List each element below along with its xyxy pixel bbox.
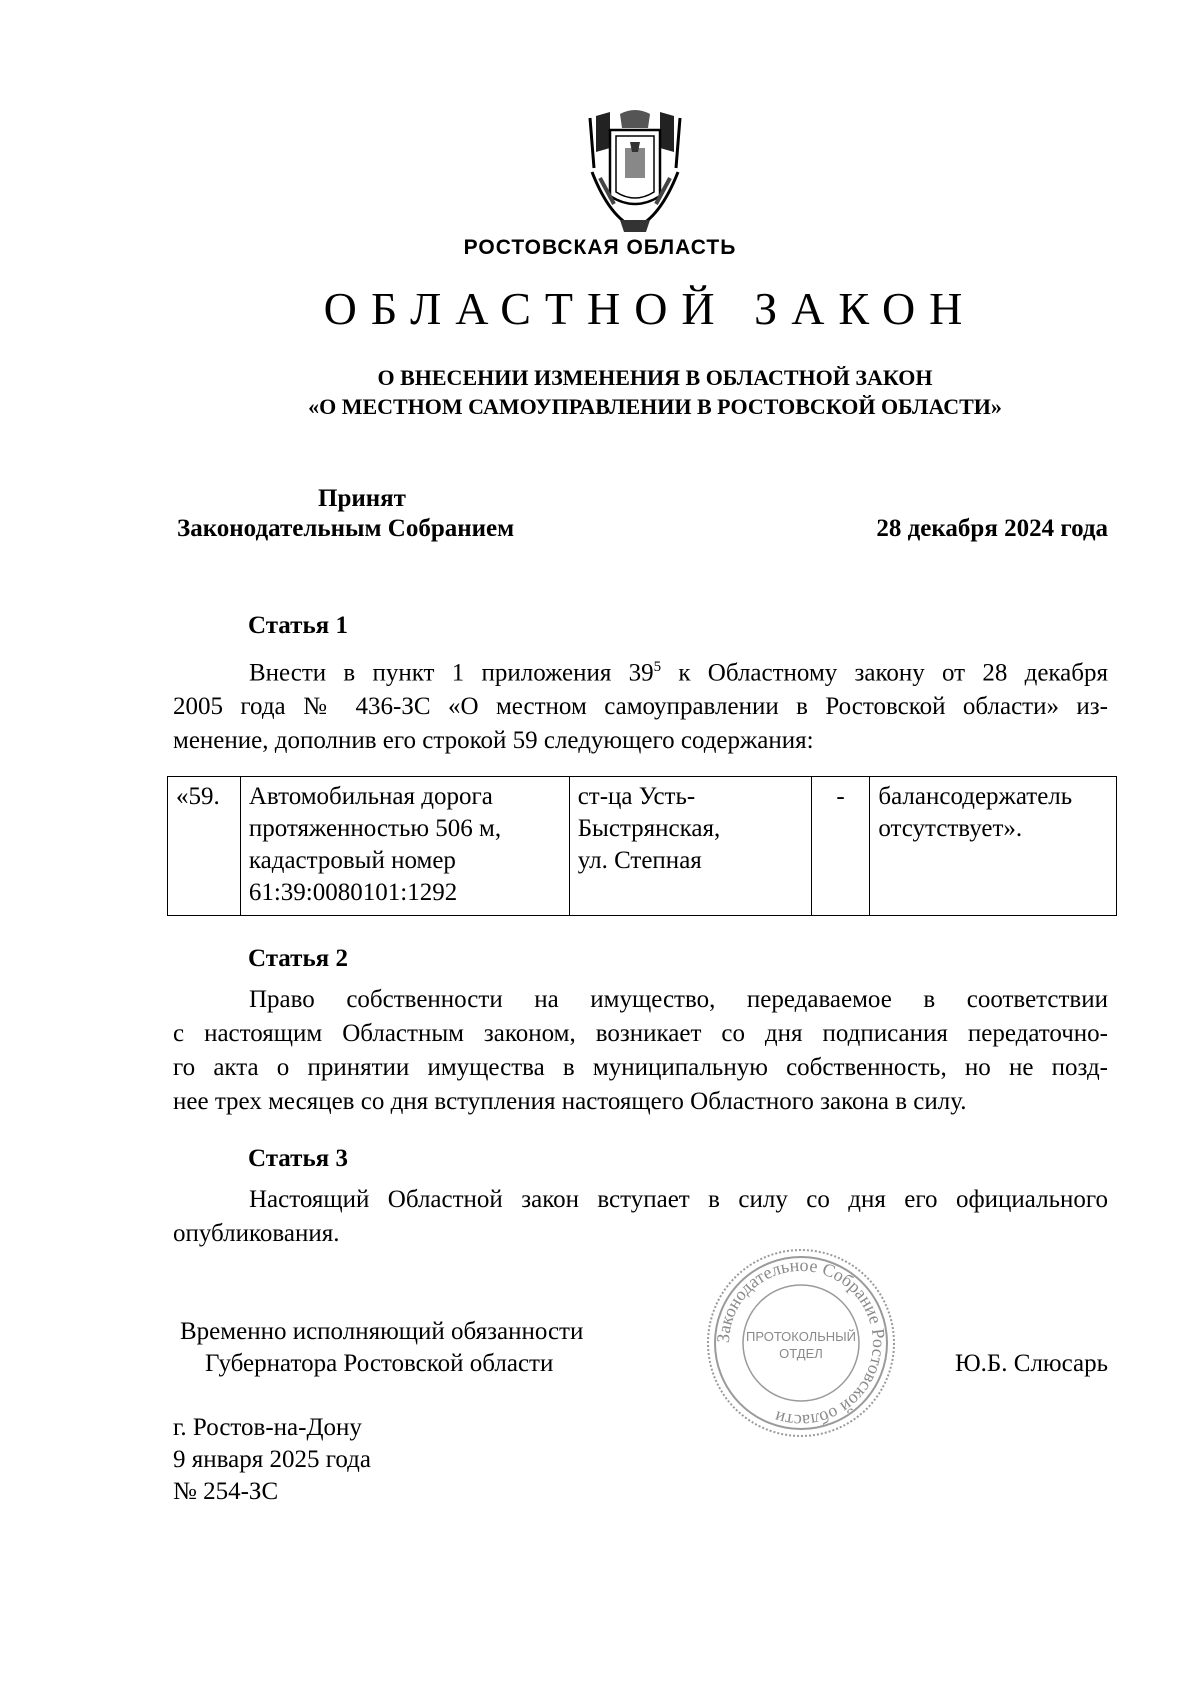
address-line: ст-ца Усть- [577,783,696,810]
subtitle-line-2: «О МЕСТНОМ САМОУПРАВЛЕНИИ В РОСТОВСКОЙ ОБЛАСТИ» [308,394,1002,419]
adopted-by: Законодательным Собранием [177,515,515,542]
article-1-line-3: менение, дополнив его строкой 59 следующего содержания: [173,727,814,755]
holder-line: отсутствует». [878,815,1023,842]
city: г. Ростов-на-Дону [173,1414,362,1441]
stamp-center-line-2: ОТДЕЛ [779,1346,823,1361]
article-1-line-2: 2005 года № 436-ЗС «О местном самоуправлении в Ростовской области» из- [173,693,1108,721]
property-name-line: 61:39:0080101:1292 [248,879,458,906]
article-1-superscript: 5 [653,659,662,675]
article-1-text [173,650,1108,758]
dash-cell: - [811,777,870,916]
article-1-line-1 [173,650,1108,690]
document-type-title: ОБЛАСТНОЙ ЗАКОН [323,283,977,334]
article-2-heading: Статья 2 [248,945,348,972]
signatory-name: Ю.Б. Слюсарь [954,1350,1108,1377]
article-1-heading: Статья 1 [248,612,348,639]
table-row [168,777,1117,916]
subtitle-line-1: О ВНЕСЕНИИ ИЗМЕНЕНИЯ В ОБЛАСТНОЙ ЗАКОН [377,365,933,390]
article-3-heading: Статья 3 [248,1145,348,1172]
region-name: РОСТОВСКАЯ ОБЛАСТЬ [463,236,737,259]
holder-line: балансодержатель [878,783,1073,810]
article-2-line-2: с настоящим Областным законом, возникает со дня подписания передаточно- [173,1020,1108,1047]
article-2-line-3: го акта о принятии имущества в муниципальную собственность, но не позд- [173,1054,1108,1081]
official-stamp [704,1246,898,1440]
article-2-line-4: нее трех месяцев со дня вступления настоящего Областного закона в силу. [173,1088,967,1115]
stamp-ring-text-path: Законодательное Собрание Ростовской области [712,1254,890,1432]
address-cell [569,777,811,916]
signing-date: 9 января 2025 года [173,1446,371,1473]
article-1-line-1-post: к Областному закону от 28 декабря [661,659,1108,687]
adoption-date: 28 декабря 2024 года [876,515,1108,542]
coat-of-arms-emblem [580,108,690,236]
row-number-cell: «59. [168,777,241,916]
property-name-cell [240,777,569,916]
holder-cell [870,777,1117,916]
stamp-center-line-1: ПРОТОКОЛЬНЫЙ [745,1329,857,1344]
property-name-line: Автомобильная дорога [248,783,493,810]
signatory-position-line-1: Временно исполняющий обязанности [180,1318,584,1345]
property-name-line: кадастровый номер [248,847,456,874]
article-3-text [173,1183,1108,1251]
law-subtitle [0,363,1200,421]
article-3-line-1: Настоящий Областной закон вступает в силу со дня его официального [249,1186,1108,1213]
adopted-label: Принят [318,485,406,512]
article-2-line-1: Право собственности на имущество, передаваемое в соответствии [249,986,1108,1013]
address-line: Быстрянская, [577,815,721,842]
address-line: ул. Степная [577,847,702,874]
property-table [167,776,1117,916]
place-date-block [173,1412,371,1508]
article-1-line-1-pre: Внести в пункт 1 приложения 39 [249,659,654,687]
property-name-line: протяженностью 506 м, [248,815,502,842]
article-2-text [173,983,1108,1119]
article-3-line-2: опубликования. [173,1220,340,1247]
signatory-position-line-2: Губернатора Ростовской области [205,1350,554,1377]
law-number: № 254-ЗС [173,1478,279,1505]
